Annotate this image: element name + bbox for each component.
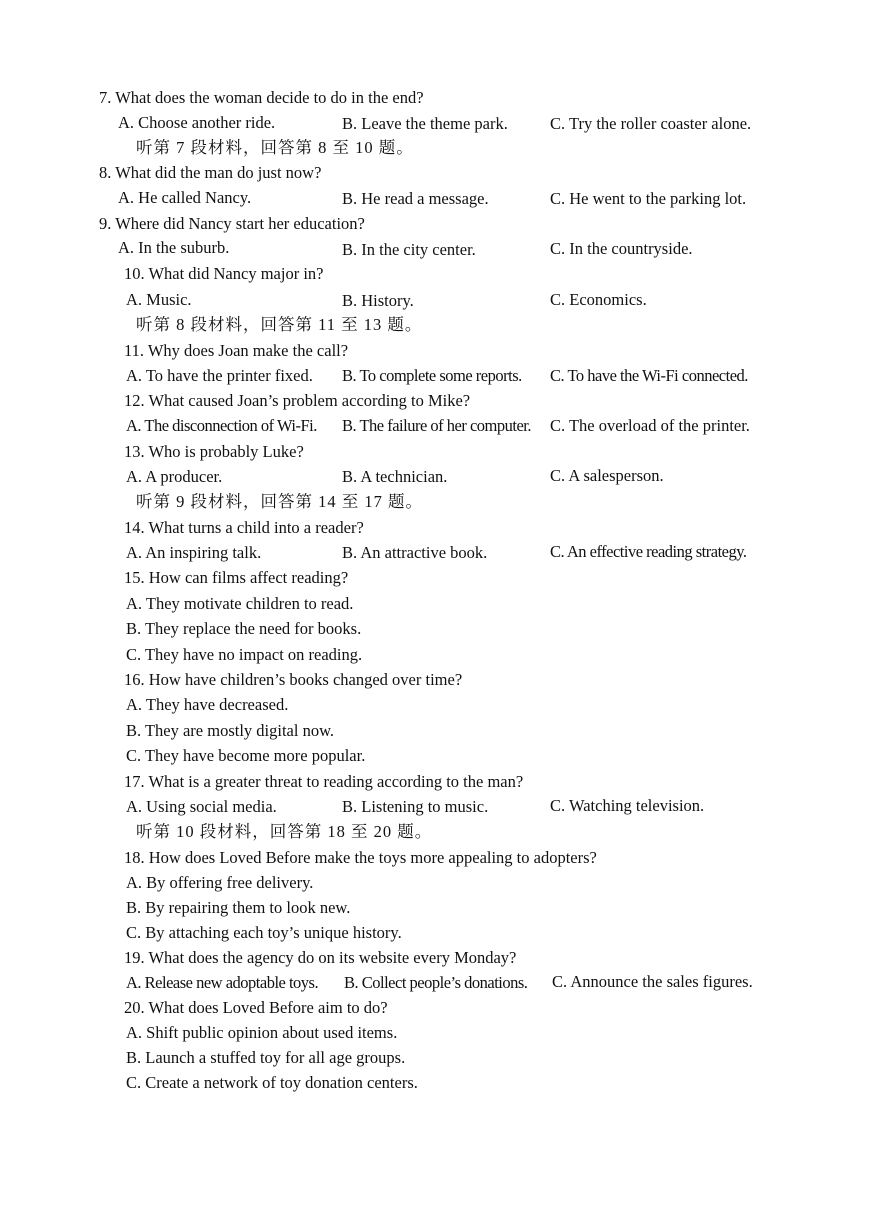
section-instruction-7: 听第 7 段材料，回答第 8 至 10 题。 (136, 138, 414, 157)
q8-option-b: B. He read a message. (342, 189, 489, 208)
question-7: 7. What does the woman decide to do in the end? (99, 88, 424, 107)
q19-option-b: B. Collect people’s donations. (344, 973, 528, 992)
q10-option-c: C. Economics. (550, 290, 647, 309)
q11-option-a: A. To have the printer fixed. (126, 366, 313, 385)
question-14: 14. What turns a child into a reader? (124, 518, 364, 537)
q10-option-b: B. History. (342, 291, 414, 310)
q20-option-a: A. Shift public opinion about used items. (126, 1023, 398, 1042)
q7-option-c: C. Try the roller coaster alone. (550, 114, 752, 133)
section-instruction-8: 听第 8 段材料，回答第 11 至 13 题。 (136, 315, 423, 334)
q11-option-c: C. To have the Wi-Fi connected. (550, 366, 748, 385)
q19-option-a: A. Release new adoptable toys. (126, 973, 319, 992)
q15-option-a: A. They motivate children to read. (126, 594, 354, 613)
question-9: 9. Where did Nancy start her education? (99, 214, 365, 233)
question-18: 18. How does Loved Before make the toys more appealing to adopters? (124, 848, 597, 867)
q7-option-b: B. Leave the theme park. (342, 114, 508, 133)
q13-option-a: A. A producer. (126, 467, 223, 486)
q14-option-c: C. An effective reading strategy. (550, 542, 747, 561)
q20-option-c: C. Create a network of toy donation centers. (126, 1073, 418, 1092)
question-15: 15. How can films affect reading? (124, 568, 349, 587)
q18-option-b: B. By repairing them to look new. (126, 898, 351, 917)
q20-option-b: B. Launch a stuffed toy for all age groups. (126, 1048, 406, 1067)
q9-option-a: A. In the suburb. (118, 238, 230, 257)
q9-option-b: B. In the city center. (342, 240, 476, 259)
q12-option-b: B. The failure of her computer. (342, 416, 532, 435)
q14-option-a: A. An inspiring talk. (126, 543, 262, 562)
question-10: 10. What did Nancy major in? (124, 264, 324, 283)
q15-option-c: C. They have no impact on reading. (126, 645, 363, 664)
q19-option-c: C. Announce the sales figures. (552, 972, 753, 991)
question-11: 11. Why does Joan make the call? (124, 341, 349, 360)
question-19: 19. What does the agency do on its website every Monday? (124, 948, 517, 967)
question-16: 16. How have children’s books changed over time? (124, 670, 463, 689)
q15-option-b: B. They replace the need for books. (126, 619, 362, 638)
q16-option-c: C. They have become more popular. (126, 746, 366, 765)
q11-option-b: B. To complete some reports. (342, 366, 522, 385)
q16-option-a: A. They have decreased. (126, 695, 289, 714)
q16-option-b: B. They are mostly digital now. (126, 721, 335, 740)
q12-option-a: A. The disconnection of Wi-Fi. (126, 416, 317, 435)
q13-option-b: B. A technician. (342, 467, 448, 486)
q9-option-c: C. In the countryside. (550, 239, 693, 258)
q18-option-a: A. By offering free delivery. (126, 873, 314, 892)
q17-option-c: C. Watching television. (550, 796, 705, 815)
q12-option-c: C. The overload of the printer. (550, 416, 750, 435)
question-12: 12. What caused Joan’s problem according to Mike? (124, 391, 471, 410)
section-instruction-9: 听第 9 段材料，回答第 14 至 17 题。 (136, 492, 423, 511)
section-instruction-10: 听第 10 段材料，回答第 18 至 20 题。 (136, 822, 433, 841)
question-20: 20. What does Loved Before aim to do? (124, 998, 388, 1017)
question-17: 17. What is a greater threat to reading according to the man? (124, 772, 524, 791)
q17-option-a: A. Using social media. (126, 797, 277, 816)
q8-option-a: A. He called Nancy. (118, 188, 252, 207)
q17-option-b: B. Listening to music. (342, 797, 489, 816)
question-8: 8. What did the man do just now? (99, 163, 322, 182)
q14-option-b: B. An attractive book. (342, 543, 488, 562)
q8-option-c: C. He went to the parking lot. (550, 189, 747, 208)
q13-option-c: C. A salesperson. (550, 466, 664, 485)
question-13: 13. Who is probably Luke? (124, 442, 304, 461)
q18-option-c: C. By attaching each toy’s unique history. (126, 923, 402, 942)
q10-option-a: A. Music. (126, 290, 192, 309)
q7-option-a: A. Choose another ride. (118, 113, 276, 132)
